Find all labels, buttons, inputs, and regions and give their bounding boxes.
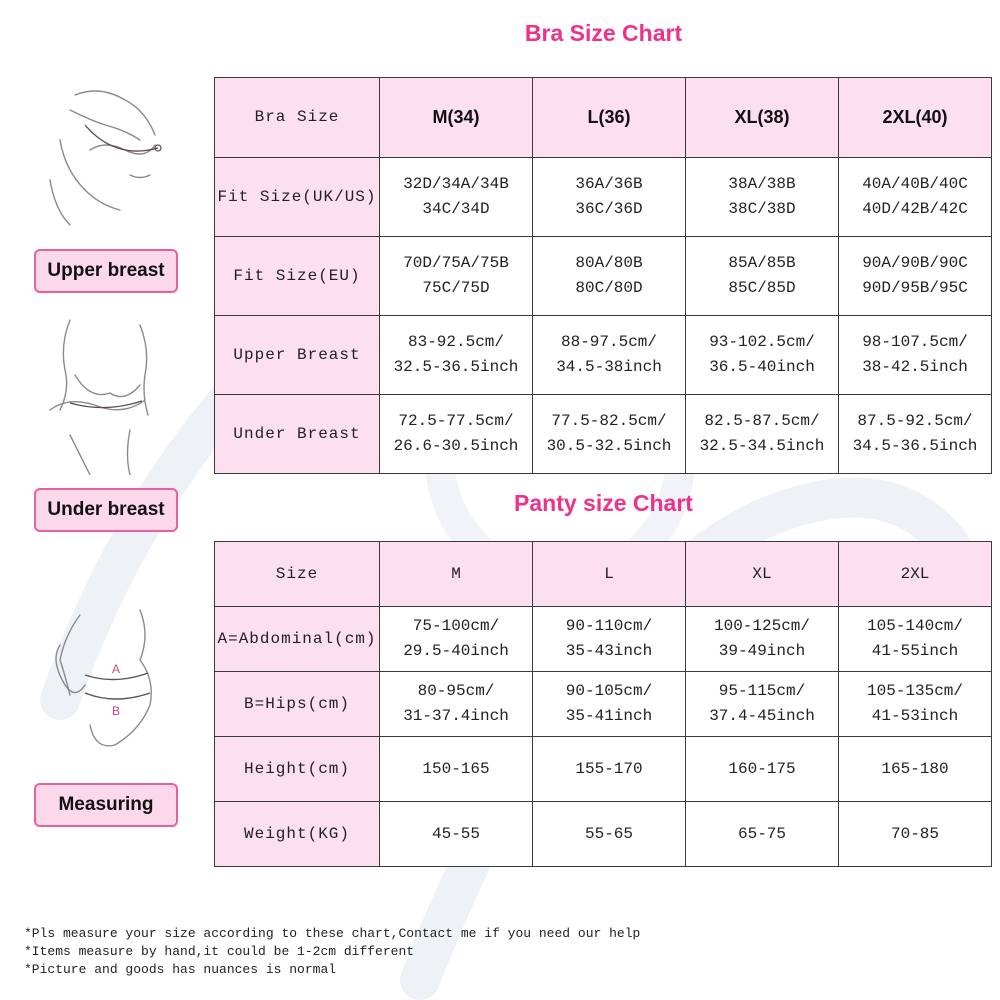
table-cell: [686, 237, 839, 316]
table-row: [215, 395, 992, 474]
table-cell: [533, 316, 686, 395]
cell-line: 75C/75D: [422, 279, 490, 297]
cell-line: 36.5-40inch: [709, 358, 815, 376]
table-cell: 65-75: [686, 802, 839, 867]
cell-line: 31-37.4inch: [403, 707, 509, 725]
measuring-illustration: [40, 605, 170, 755]
cell-line: 38C/38D: [728, 200, 796, 218]
under-breast-label: Under breast: [34, 488, 178, 532]
row-label-cell: Fit Size(UK/US): [215, 158, 380, 237]
table-header-row: [215, 78, 992, 158]
table-cell: [533, 672, 686, 737]
cell-line: 80A/80B: [575, 254, 643, 272]
table-cell: [533, 607, 686, 672]
cell-line: 80-95cm/: [417, 682, 495, 700]
table-cell: [686, 395, 839, 474]
table-cell: 70-85: [839, 802, 992, 867]
table-cell: [533, 395, 686, 474]
row-label-cell: Height(cm): [215, 737, 380, 802]
header-size-cell: M(34): [380, 78, 533, 158]
bra-size-table: [214, 77, 992, 474]
cell-line: 105-140cm/: [866, 617, 963, 635]
table-cell: [686, 316, 839, 395]
cell-line: 93-102.5cm/: [709, 333, 815, 351]
cell-line: 80C/80D: [575, 279, 643, 297]
table-row: [215, 316, 992, 395]
footnote-line: *Pls measure your size according to these chart,Contact me if you need our help: [24, 926, 641, 941]
row-label-cell: B=Hips(cm): [215, 672, 380, 737]
cell-line: 32D/34A/34B: [403, 175, 509, 193]
cell-line: 105-135cm/: [866, 682, 963, 700]
measuring-label: Measuring: [34, 783, 178, 827]
cell-line: 41-55inch: [871, 642, 959, 660]
cell-line: 90-110cm/: [565, 617, 653, 635]
cell-line: 32.5-36.5inch: [393, 358, 519, 376]
table-header-row: [215, 542, 992, 607]
cell-line: 72.5-77.5cm/: [398, 412, 514, 430]
panty-chart-title: Panty size Chart: [514, 490, 693, 516]
table-cell: 165-180: [839, 737, 992, 802]
header-size-cell: L: [533, 542, 686, 607]
panty-size-table: [214, 541, 992, 867]
cell-line: 37.4-45inch: [709, 707, 815, 725]
header-size-cell: L(36): [533, 78, 686, 158]
table-cell: 160-175: [686, 737, 839, 802]
cell-line: 77.5-82.5cm/: [551, 412, 667, 430]
table-cell: 55-65: [533, 802, 686, 867]
cell-line: 88-97.5cm/: [560, 333, 657, 351]
cell-line: 35-43inch: [565, 642, 653, 660]
header-size-cell: XL: [686, 542, 839, 607]
cell-line: 75-100cm/: [412, 617, 500, 635]
footnote-line: *Picture and goods has nuances is normal: [24, 962, 337, 977]
cell-line: 85C/85D: [728, 279, 796, 297]
row-label-cell: Under Breast: [215, 395, 380, 474]
bra-chart-title: Bra Size Chart: [524, 20, 683, 46]
table-cell: [686, 672, 839, 737]
table-cell: [380, 158, 533, 237]
cell-line: 70D/75A/75B: [403, 254, 509, 272]
footnote-line: *Items measure by hand,it could be 1-2cm different: [24, 944, 415, 959]
table-cell: [380, 237, 533, 316]
cell-line: 90D/95B/95C: [862, 279, 968, 297]
header-size-cell: M: [380, 542, 533, 607]
table-row: [215, 802, 992, 867]
cell-line: 85A/85B: [728, 254, 796, 272]
cell-line: 29.5-40inch: [403, 642, 509, 660]
cell-line: 34.5-36.5inch: [852, 437, 978, 455]
table-cell: [380, 607, 533, 672]
table-row: [215, 158, 992, 237]
table-cell: [839, 395, 992, 474]
row-label-cell: A=Abdominal(cm): [215, 607, 380, 672]
cell-line: 83-92.5cm/: [407, 333, 504, 351]
table-cell: [686, 607, 839, 672]
row-label-cell: Fit Size(EU): [215, 237, 380, 316]
cell-line: 36A/36B: [575, 175, 643, 193]
header-size-cell: XL(38): [686, 78, 839, 158]
cell-line: 82.5-87.5cm/: [704, 412, 820, 430]
table-cell: [839, 158, 992, 237]
cell-line: 40A/40B/40C: [862, 175, 968, 193]
table-cell: 155-170: [533, 737, 686, 802]
cell-line: 41-53inch: [871, 707, 959, 725]
table-cell: 150-165: [380, 737, 533, 802]
cell-line: 30.5-32.5inch: [546, 437, 672, 455]
upper-breast-label: Upper breast: [34, 249, 178, 293]
cell-line: 34.5-38inch: [556, 358, 662, 376]
cell-line: 87.5-92.5cm/: [857, 412, 973, 430]
row-label-cell: Upper Breast: [215, 316, 380, 395]
header-size-cell: 2XL(40): [839, 78, 992, 158]
table-cell: [533, 237, 686, 316]
table-cell: 45-55: [380, 802, 533, 867]
cell-line: 40D/42B/42C: [862, 200, 968, 218]
cell-line: 100-125cm/: [713, 617, 810, 635]
cell-line: 34C/34D: [422, 200, 490, 218]
footnotes: [24, 925, 640, 979]
table-row: [215, 237, 992, 316]
table-cell: [839, 237, 992, 316]
header-size-cell: 2XL: [839, 542, 992, 607]
header-label-cell: Bra Size: [215, 78, 380, 158]
table-row: [215, 672, 992, 737]
table-cell: [533, 158, 686, 237]
cell-line: 90-105cm/: [565, 682, 653, 700]
cell-line: 38A/38B: [728, 175, 796, 193]
cell-line: 36C/36D: [575, 200, 643, 218]
table-row: [215, 607, 992, 672]
marker-a: A: [112, 662, 121, 676]
table-cell: [380, 316, 533, 395]
table-cell: [839, 607, 992, 672]
row-label-cell: Weight(KG): [215, 802, 380, 867]
cell-line: 38-42.5inch: [862, 358, 968, 376]
under-breast-illustration: [30, 315, 180, 475]
table-cell: [686, 158, 839, 237]
cell-line: 39-49inch: [718, 642, 806, 660]
table-cell: [380, 672, 533, 737]
upper-breast-illustration: [30, 80, 180, 230]
cell-line: 35-41inch: [565, 707, 653, 725]
cell-line: 32.5-34.5inch: [699, 437, 825, 455]
table-cell: [839, 316, 992, 395]
marker-b: B: [112, 704, 121, 718]
table-cell: [380, 395, 533, 474]
cell-line: 26.6-30.5inch: [393, 437, 519, 455]
table-cell: [839, 672, 992, 737]
cell-line: 95-115cm/: [718, 682, 806, 700]
header-label-cell: Size: [215, 542, 380, 607]
table-row: [215, 737, 992, 802]
cell-line: 98-107.5cm/: [862, 333, 968, 351]
cell-line: 90A/90B/90C: [862, 254, 968, 272]
